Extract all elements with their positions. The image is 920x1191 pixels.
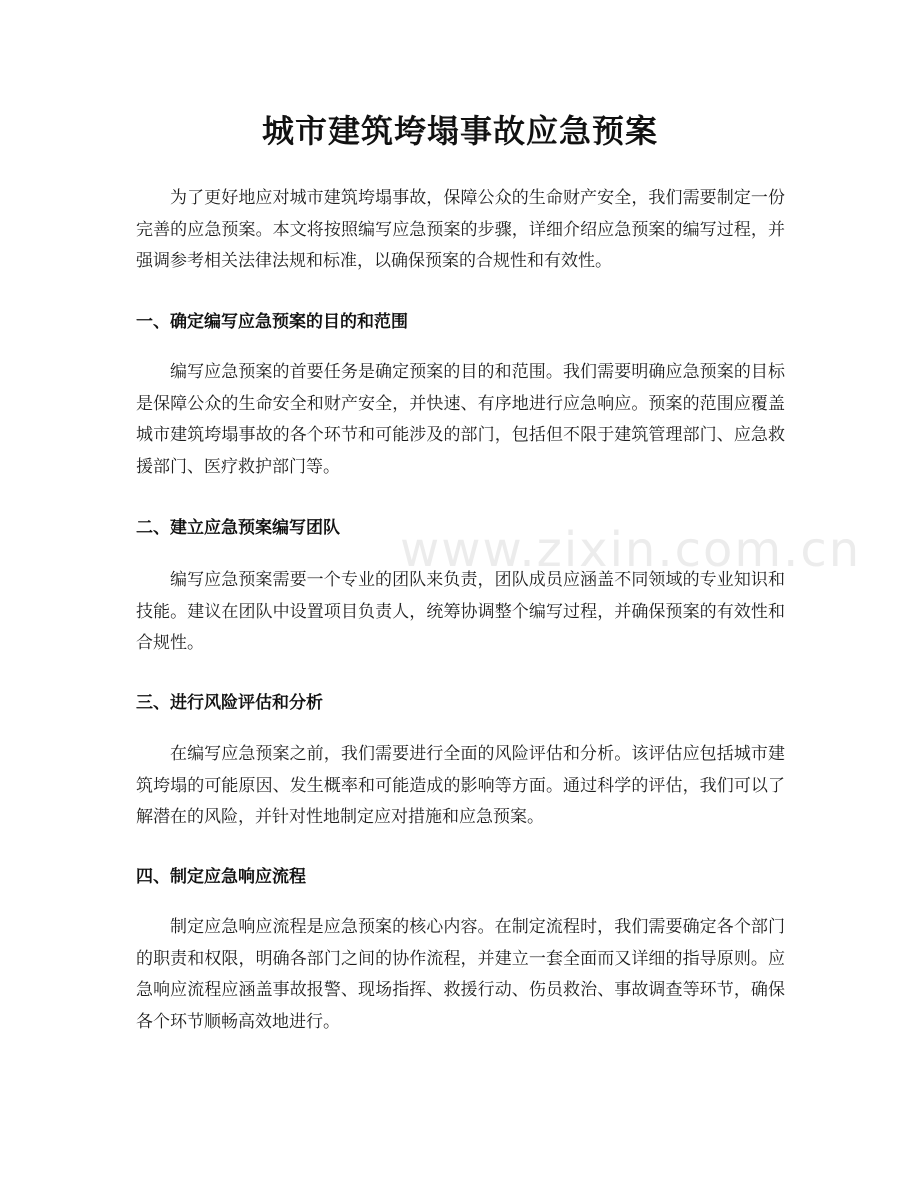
section-heading-1: 一、确定编写应急预案的目的和范围 <box>136 312 408 332</box>
intro-paragraph: 为了更好地应对城市建筑垮塌事故，保障公众的生命财产安全，我们需要制定一份完善的应急预案。本文将按照编写应急预案的步骤，详细介绍应急预案的编写过程，并强调参考相关法律法规和标准，以确保预案的合规性和有效性。 <box>136 188 785 271</box>
watermark: www.zixin.com.cn <box>400 522 862 578</box>
section-heading-4: 四、制定应急响应流程 <box>136 867 306 887</box>
section-body-3: 在编写应急预案之前，我们需要进行全面的风险评估和分析。该评估应包括城市建筑垮塌的可能原因、发生概率和可能造成的影响等方面。通过科学的评估，我们可以了解潜在的风险，并针对性地制定应对措施和应急预案。 <box>136 744 785 827</box>
page-title: 城市建筑垮塌事故应急预案 <box>261 112 658 150</box>
section-heading-2: 二、建立应急预案编写团队 <box>136 518 340 538</box>
section-body-2: 编写应急预案需要一个专业的团队来负责，团队成员应涵盖不同领域的专业知识和技能。建议在团队中设置项目负责人，统筹协调整个编写过程，并确保预案的有效性和合规性。 <box>136 570 785 653</box>
section-body-1: 编写应急预案的首要任务是确定预案的目的和范围。我们需要明确应急预案的目标是保障公众的生命安全和财产安全，并快速、有序地进行应急响应。预案的范围应覆盖城市建筑垮塌事故的各个环节和可能涉及的部门，包括但不限于建筑管理部门、应急救援部门、医疗救护部门等。 <box>136 362 785 477</box>
section-heading-3: 三、进行风险评估和分析 <box>136 693 323 713</box>
section-body-4: 制定应急响应流程是应急预案的核心内容。在制定流程时，我们需要确定各个部门的职责和权限，明确各部门之间的协作流程，并建立一套全面而又详细的指导原则。应急响应流程应涵盖事故报警、现场指挥、救援行动、伤员救治、事故调查等环节，确保各个环节顺畅高效地进行。 <box>136 917 785 1032</box>
